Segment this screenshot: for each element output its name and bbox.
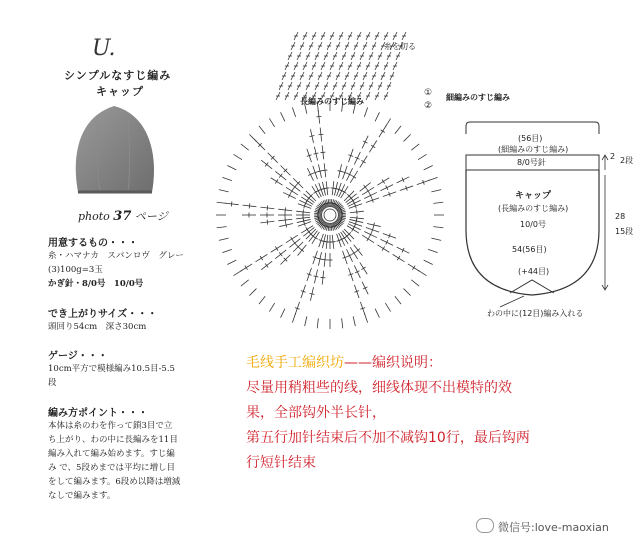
pattern-letter: U. [92,36,116,61]
long-stitch-label: 長編みのすじ編み [300,97,364,106]
cap-name: キャップ [515,191,552,201]
cap-stitch-count: 54(56目) [512,245,547,254]
short-stitch-label: 細編みのすじ編み [446,93,510,102]
cut-yarn-label: 糸を切る [384,42,416,51]
gauge-text: 10cm平方で模様編み10.5目-5.5 段 [48,364,175,388]
note-line-2: 果，全部钩外半长针， [246,405,386,421]
cap-bottom-note: わの中に(12目)編み入れる [487,309,584,318]
pattern-subtitle: キャップ [96,85,144,98]
materials-heading: 用意するもの・・・ [48,238,138,249]
size-text: 頭回り54cm 深さ30cm [48,322,147,332]
gauge-heading: ゲージ・・・ [48,351,108,362]
size-heading: でき上がりサイズ・・・ [48,309,158,320]
points-heading: 編み方ポイント・・・ [48,408,148,419]
wechat-icon [476,518,494,533]
top-count: (56目) [518,134,543,143]
top-band-label: (細編みのすじ編み) [498,145,569,154]
side-height: 28 [615,212,626,221]
side-top-rows: 2段 [620,156,634,165]
row-number-1: ① [424,88,433,98]
cap-increase: (+44目) [518,267,550,276]
wechat-footer: 微信号:love-maoxian [476,518,609,535]
note-line-3: 第五行加针结束后不加不减钩10行，最后钩两 [246,430,530,446]
side-rows: 15段 [615,227,634,236]
crochet-chart [205,30,455,350]
cap-pattern: (長編みのすじ編み) [498,204,569,213]
note-line-4: 行短针结束 [246,455,316,471]
materials-text: 糸・ハマナカ スパンロヴ グレー (3)100g=3玉 かぎ針・8/0号 10/0号 [48,251,184,289]
row-number-2: ② [424,101,433,111]
pattern-title: シンプルなすじ編み [64,69,172,82]
cap-photo [68,100,160,196]
top-needle: 8/0号針 [517,158,546,167]
photo-reference: photo 37 ページ [78,209,168,224]
points-text: 本体は糸のわを作って鎖3目で立 ち上がり、わの中に長編みを11目 編み入れて編み始めます。すじ編 み で、5段めまでは平均に増し目 をして編みます。6段め以降は増減 なしで編みます。 [48,421,181,501]
note-title: 毛线手工编织坊——编织说明： [246,355,442,371]
note-line-1: 尽量用稍粗些的线，细线体现不出模特的效 [246,380,512,396]
cap-needle: 10/0号 [520,220,546,229]
side-top-cm: 2 [610,152,616,161]
